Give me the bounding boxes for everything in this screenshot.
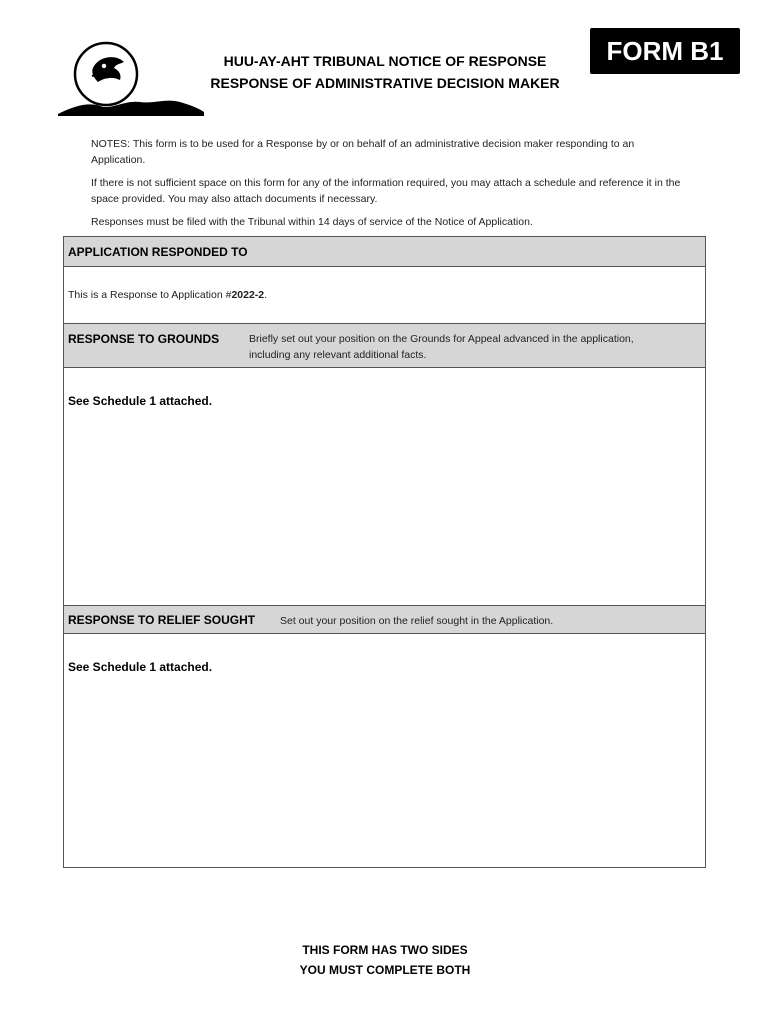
note-usage: NOTES: This form is to be used for a Response by or on behalf of an administrative decision maker responding to an Application.: [91, 138, 635, 166]
note-deadline: Responses must be filed with the Tribunal within 14 days of service of the Notice of Application.: [91, 216, 533, 228]
section-heading-relief: RESPONSE TO RELIEF SOUGHT: [68, 613, 256, 627]
application-number-text: [68, 289, 267, 301]
huu-ay-aht-emblem-icon: [54, 40, 206, 116]
section-heading-grounds: RESPONSE TO GROUNDS: [68, 332, 220, 346]
title-line-1: HUU-AY-AHT TRIBUNAL NOTICE OF RESPONSE: [223, 53, 547, 69]
page-title: [196, 50, 574, 94]
footer-notice: [0, 940, 770, 980]
grounds-response-field[interactable]: [64, 368, 705, 605]
section-header-grounds: [64, 323, 705, 368]
section-description-grounds: [249, 331, 634, 363]
grounds-description-line-2: including any relevant additional facts.: [249, 349, 427, 361]
section-header-relief: [64, 605, 705, 634]
note-space: If there is not sufficient space on this form for any of the information required, you may attach a schedule and reference it in the space provided. You may also attach documents if necessary.: [91, 177, 681, 205]
form-number-badge: FORM B1: [590, 28, 740, 74]
application-text-suffix: .: [264, 289, 268, 301]
application-text-prefix: This is a Response to Application #: [68, 289, 232, 301]
footer-line-1: THIS FORM HAS TWO SIDES: [302, 943, 468, 957]
title-line-2: RESPONSE OF ADMINISTRATIVE DECISION MAKER: [210, 75, 560, 91]
grounds-response-text: See Schedule 1 attached.: [68, 394, 213, 408]
notes-block: [91, 136, 681, 237]
application-field[interactable]: [64, 267, 705, 323]
section-header-application: [64, 237, 705, 267]
section-heading-application: APPLICATION RESPONDED TO: [68, 245, 248, 259]
section-description-relief: Set out your position on the relief sought in the Application.: [280, 615, 554, 627]
grounds-description-line-1: Briefly set out your position on the Grounds for Appeal advanced in the application,: [249, 333, 634, 345]
application-number: 2022-2: [231, 289, 265, 301]
relief-response-field[interactable]: [64, 634, 705, 867]
form-frame: [63, 236, 706, 868]
footer-line-2: YOU MUST COMPLETE BOTH: [299, 963, 471, 977]
relief-response-text: See Schedule 1 attached.: [68, 660, 213, 674]
